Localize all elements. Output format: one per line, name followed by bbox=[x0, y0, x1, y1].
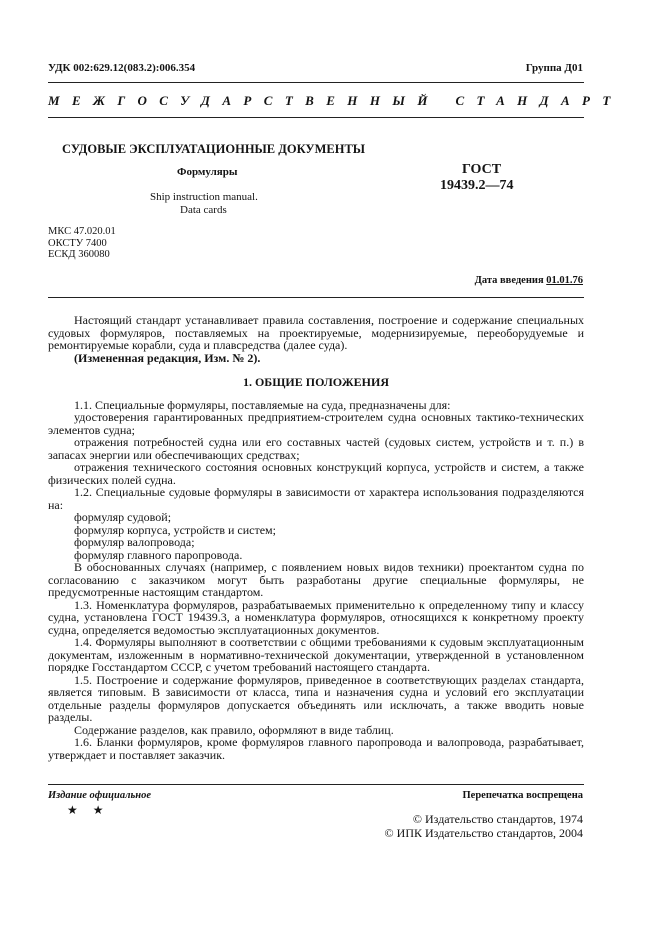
stars-mark: ★ ★ bbox=[67, 803, 110, 817]
paragraph-1-1: 1.1. Специальные формуляры, поставляемые на суда, предназначены для: bbox=[74, 397, 451, 412]
paragraph-1-1-b: отражения потребностей судна или его составных частей (судовых систем, устройств и т. п.) в запасах энергии или обеспечивающих средствах; bbox=[48, 435, 584, 462]
copyright-1974: © Издательство стандартов, 1974 bbox=[412, 812, 583, 826]
paragraph-1-1-a: удостоверения гарантированных предприятием-строителем судна основных тактико-технических элементов судна; bbox=[48, 410, 584, 437]
gost-label: ГОСТ bbox=[462, 162, 502, 177]
classification-codes bbox=[48, 226, 116, 261]
list-item: формуляр валопровода; bbox=[74, 535, 195, 549]
intro-date-value: 01.01.76 bbox=[546, 275, 583, 286]
document-title: СУДОВЫЕ ЭКСПЛУАТАЦИОННЫЕ ДОКУМЕНТЫ bbox=[62, 142, 366, 156]
paragraph-1-4: 1.4. Формуляры выполняют в соответствии с общими требованиями к судовым эксплуатационным документам, изложенным в нормативно-технической документации, утвержденной в установленном порядке Госстандартом СССР, с учетом требований настоящего стандарта. bbox=[48, 635, 584, 674]
udk-code: УДК 002:629.12(083.2):006.354 bbox=[48, 62, 196, 74]
list-item: формуляр главного паропровода. bbox=[74, 547, 243, 562]
paragraph-1-6: 1.6. Бланки формуляров, кроме формуляров главного паропровода и валопровода, разрабатывает, утверждает и поставляет заказчик. bbox=[48, 735, 584, 762]
paragraph-1-2-e: В обоснованных случаях (например, с появлением новых видов техники) проектантом судна по согласованию с заказчиком могут быть разработаны другие специальные формуляры, не предусмотренные настоящим стандартом. bbox=[48, 560, 584, 599]
group-code: Группа Д01 bbox=[525, 62, 583, 74]
paragraph-1-1-c: отражения технического состояния основных конструкций корпуса, устройств и систем, а также физических полей судна. bbox=[48, 460, 584, 487]
section-heading: 1. ОБЩИЕ ПОЛОЖЕНИЯ bbox=[242, 375, 390, 389]
intro-date-label: Дата введения bbox=[474, 275, 544, 286]
revision-note: (Измененная редакция, Изм. № 2). bbox=[74, 350, 261, 365]
english-title-line1: Ship instruction manual. bbox=[150, 191, 258, 203]
document-body bbox=[48, 314, 584, 761]
mks-code: МКС 47.020.01 bbox=[48, 226, 116, 237]
reprint-notice: Перепечатка воспрещена bbox=[462, 790, 583, 801]
official-edition: Издание официальное bbox=[48, 790, 152, 801]
paragraph-1-2: 1.2. Специальные судовые формуляры в зависимости от характера использования подразделяются на: bbox=[48, 485, 584, 512]
paragraph-1-3: 1.3. Номенклатура формуляров, разрабатываемых применительно к определенному типу и классу судна, установлена ГОСТ 19439.3, а номенклатура формуляров, относящихся к конкретному проекту судна, определяется ведомостью эксплуатационных документов. bbox=[48, 597, 584, 637]
okstu-code: ОКСТУ 7400 bbox=[48, 237, 107, 249]
footer-rule bbox=[48, 784, 584, 785]
copyright-2004: © ИПК Издательство стандартов, 2004 bbox=[384, 826, 583, 840]
gost-designation bbox=[440, 162, 514, 194]
date-rule bbox=[48, 297, 584, 298]
eskd-code: ЕСКД 360080 bbox=[48, 249, 110, 260]
paragraph-1-5-a: Содержание разделов, как правило, оформляют в виде таблиц. bbox=[74, 722, 394, 737]
list-item: формуляр корпуса, устройств и систем; bbox=[74, 522, 276, 537]
top-rule bbox=[48, 82, 584, 83]
list-item: формуляр судовой; bbox=[74, 510, 172, 524]
header-rule bbox=[48, 117, 584, 118]
paragraph-1-5: 1.5. Построение и содержание формуляров, приведенное в соответствующих разделах стандарта, является типовым. В зависимости от класса, типа и назначения судна и условий его эксплуатации отдельные разделы формуляров допускается объединять или исключать, а также вводить новые разделы. bbox=[48, 672, 584, 724]
english-title-line2: Data cards bbox=[180, 204, 227, 216]
standard-type-heading: МЕЖГОСУДАРСТВЕННЫЙ СТАНДАРТ bbox=[48, 93, 623, 108]
document-subtitle: Формуляры bbox=[177, 166, 238, 178]
intro-paragraph: Настоящий стандарт устанавливает правила составления, построение и содержание специальных судовых формуляров, поставляемых на проектируемые, модернизируемые, переоборудуемые и ремонтируемые корабли, суда и плавсредства (далее суда). bbox=[48, 313, 584, 352]
gost-number: 19439.2—74 bbox=[440, 178, 514, 193]
introduction-date bbox=[475, 275, 583, 286]
